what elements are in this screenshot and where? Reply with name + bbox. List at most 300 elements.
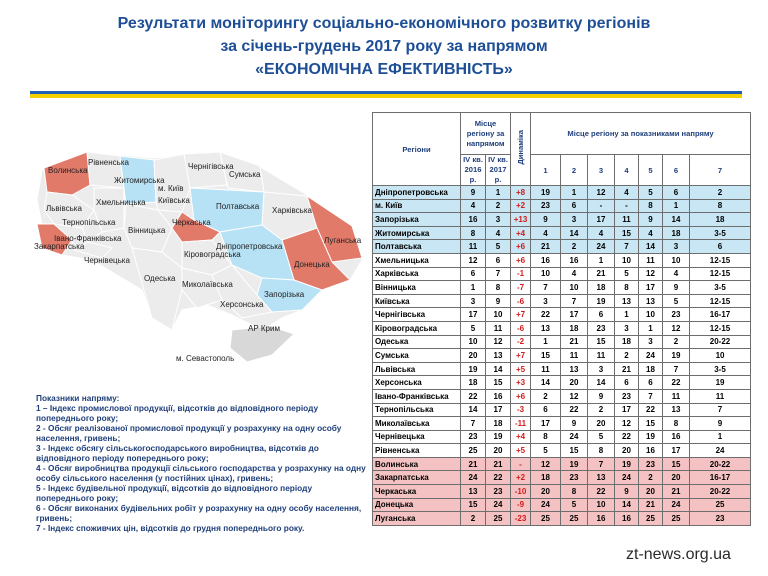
place-2016-cell: 18 [461, 376, 486, 390]
indicator-cell: 11 [561, 349, 588, 363]
dynamics-cell: +7 [511, 308, 531, 322]
place-2016-cell: 14 [461, 403, 486, 417]
legend-item: 1 – Індекс промислової продукції, відсотків до відповідного періоду попереднього року; [36, 403, 319, 423]
indicator-cell: 23 [588, 321, 615, 335]
indicator-cell: 23 [531, 199, 561, 213]
place-2016-cell: 16 [461, 213, 486, 227]
indicator-cell: 14 [588, 376, 615, 390]
indicator-cell: 12-15 [690, 253, 751, 267]
indicator-cell: 6 [561, 199, 588, 213]
indicator-cell: 15 [663, 457, 690, 471]
dynamics-cell: -3 [511, 403, 531, 417]
indicator-cell: 25 [639, 512, 663, 526]
indicator-cell: 19 [690, 376, 751, 390]
indicator-cell: 16 [588, 512, 615, 526]
place-2017-cell: 8 [486, 281, 511, 295]
place-2017-cell: 13 [486, 349, 511, 363]
dynamics-cell: +13 [511, 213, 531, 227]
indicator-cell: 24 [588, 240, 615, 254]
indicator-cell: 13 [639, 294, 663, 308]
indicator-cell: 8 [588, 444, 615, 458]
header-col-7: 7 [690, 155, 751, 186]
region-name-cell: Полтавська [373, 240, 461, 254]
region-name-cell: Луганська [373, 512, 461, 526]
dynamics-cell: +4 [511, 226, 531, 240]
indicator-cell: 24 [639, 349, 663, 363]
header-q4-2017: IV кв. 2017 р. [486, 155, 511, 186]
place-2017-cell: 18 [486, 417, 511, 431]
map-label-arkrym: АР Крим [248, 324, 280, 333]
map-label-kyiv: м. Київ [158, 184, 184, 193]
indicator-cell: 7 [588, 457, 615, 471]
map-label-cherkaska: Черкаська [172, 218, 211, 227]
table-row [373, 512, 751, 526]
map-label-zaporizka: Запорізька [264, 290, 305, 299]
place-2017-cell: 3 [486, 213, 511, 227]
table-row [373, 281, 751, 295]
place-2017-cell: 17 [486, 403, 511, 417]
indicator-cell: 6 [639, 376, 663, 390]
indicator-cell: 15 [531, 349, 561, 363]
indicator-cell: 10 [663, 253, 690, 267]
map-label-khmelnytska: Хмельницька [96, 198, 146, 207]
legend-item: 4 - Обсяг виробництва продукції сільського господарства у розрахунку на одну особу сільського населення (у постійних цінах), гривень; [36, 463, 366, 483]
indicator-cell: 6 [690, 240, 751, 254]
table-row [373, 186, 751, 200]
indicator-cell: 4 [663, 267, 690, 281]
indicator-cell: 16 [615, 512, 639, 526]
dynamics-cell: +8 [511, 186, 531, 200]
indicator-cell: 5 [639, 186, 663, 200]
region-name-cell: Харківська [373, 267, 461, 281]
place-2017-cell: 2 [486, 199, 511, 213]
indicator-cell: 2 [531, 389, 561, 403]
indicator-cell: 15 [588, 335, 615, 349]
table-row [373, 430, 751, 444]
header-col-6: 6 [663, 155, 690, 186]
indicator-cell: 24 [690, 444, 751, 458]
table-row [373, 471, 751, 485]
indicator-cell: 3 [615, 321, 639, 335]
legend-item: 7 - Індекс споживчих цін, відсотків до грудня попереднього року. [36, 523, 305, 533]
indicator-cell: 21 [561, 335, 588, 349]
indicator-cell: 2 [639, 471, 663, 485]
indicator-cell: 18 [663, 226, 690, 240]
header-place-direction: Місце регіону за напрямом [461, 113, 511, 155]
legend-item: 5 - Індекс будівельної продукції, відсотків до відповідного періоду попереднього року; [36, 483, 313, 503]
indicator-cell: 1 [615, 308, 639, 322]
indicator-cell: 9 [531, 213, 561, 227]
indicator-cell: 3-5 [690, 226, 751, 240]
indicator-cell: 7 [531, 281, 561, 295]
map-label-zakarpatska: Закарпатська [34, 242, 85, 251]
indicator-cell: 11 [531, 362, 561, 376]
indicator-cell: 20 [531, 485, 561, 499]
header-place-indicators: Місце регіону за показниками напряму [531, 113, 751, 155]
indicator-cell: 23 [561, 471, 588, 485]
table-row [373, 294, 751, 308]
indicator-cell: 20-22 [690, 457, 751, 471]
place-2017-cell: 4 [486, 226, 511, 240]
indicator-cell: 21 [639, 498, 663, 512]
indicator-cell: 17 [663, 444, 690, 458]
indicator-cell: 13 [561, 362, 588, 376]
indicator-cell: 18 [531, 471, 561, 485]
region-name-cell: Кіровоградська [373, 321, 461, 335]
indicator-cell: 23 [663, 308, 690, 322]
indicator-cell: 19 [615, 457, 639, 471]
indicator-cell: 17 [561, 308, 588, 322]
dynamics-cell: +5 [511, 362, 531, 376]
dynamics-cell: +6 [511, 389, 531, 403]
indicator-cell: 11 [663, 389, 690, 403]
region-name-cell: Одеська [373, 335, 461, 349]
indicator-cell: 5 [561, 498, 588, 512]
indicator-cell: 22 [639, 403, 663, 417]
indicator-cell: 3 [531, 294, 561, 308]
header-col-1: 1 [531, 155, 561, 186]
indicator-cell: 16 [663, 430, 690, 444]
map-label-vinnytska: Вінницька [128, 226, 166, 235]
indicator-cell: 24 [531, 498, 561, 512]
indicator-cell: 18 [561, 321, 588, 335]
map-label-rivnenska: Рівненська [88, 158, 129, 167]
map-label-poltavska: Полтавська [216, 202, 260, 211]
place-2016-cell: 23 [461, 430, 486, 444]
indicator-cell: 21 [615, 362, 639, 376]
map-label-donetska: Донецька [294, 260, 330, 269]
map-label-khersonska: Херсонська [220, 300, 264, 309]
indicator-cell: 14 [561, 226, 588, 240]
place-2017-cell: 10 [486, 308, 511, 322]
indicator-cell: 16-17 [690, 471, 751, 485]
map-label-ivanofrankivska: Івано-Франківська [54, 234, 122, 243]
indicator-cell: 5 [663, 294, 690, 308]
table-row [373, 267, 751, 281]
dynamics-cell: +5 [511, 444, 531, 458]
header-col-2: 2 [561, 155, 588, 186]
indicator-cell: 14 [615, 498, 639, 512]
region-name-cell: Волинська [373, 457, 461, 471]
place-2017-cell: 16 [486, 389, 511, 403]
map-label-chernivetska: Чернівецька [84, 256, 130, 265]
indicator-cell: - [615, 199, 639, 213]
header-dynamics: Динаміка [511, 113, 531, 186]
dynamics-cell: -2 [511, 335, 531, 349]
indicator-cell: 7 [663, 362, 690, 376]
map-label-mykolaivska: Миколаївська [182, 280, 233, 289]
table-row [373, 403, 751, 417]
indicator-cell: 4 [588, 226, 615, 240]
table-row [373, 226, 751, 240]
indicator-cell: 15 [615, 226, 639, 240]
place-2016-cell: 7 [461, 417, 486, 431]
dynamics-cell: -6 [511, 321, 531, 335]
region-name-cell: Чернігівська [373, 308, 461, 322]
title-line-3: «ЕКОНОМІЧНА ЕФЕКТИВНІСТЬ» [255, 61, 513, 78]
indicator-cell: 8 [615, 281, 639, 295]
indicator-cell: 3 [663, 240, 690, 254]
place-2017-cell: 11 [486, 321, 511, 335]
place-2016-cell: 20 [461, 349, 486, 363]
map-label-kyivska: Київська [158, 196, 190, 205]
place-2017-cell: 19 [486, 430, 511, 444]
indicator-cell: 11 [615, 213, 639, 227]
indicator-cell: 12 [639, 267, 663, 281]
region-name-cell: Київська [373, 294, 461, 308]
map-label-kirovohradska: Кіровоградська [184, 250, 241, 259]
indicator-cell: 9 [690, 417, 751, 431]
region-name-cell: Запорізька [373, 213, 461, 227]
indicator-cell: 1 [561, 186, 588, 200]
map-label-chernihivska: Чернігівська [188, 162, 234, 171]
indicator-cell: 4 [615, 186, 639, 200]
place-2016-cell: 1 [461, 281, 486, 295]
dynamics-cell: +3 [511, 376, 531, 390]
indicator-cell: 10 [615, 253, 639, 267]
indicator-cell: 4 [561, 267, 588, 281]
indicator-cell: 18 [615, 335, 639, 349]
place-2017-cell: 14 [486, 362, 511, 376]
map-label-lvivska: Львівська [46, 204, 82, 213]
indicator-cell: 25 [531, 512, 561, 526]
dynamics-cell: -1 [511, 267, 531, 281]
indicator-cell: 6 [588, 308, 615, 322]
indicator-cell: 8 [690, 199, 751, 213]
map-label-odeska: Одеська [144, 274, 176, 283]
indicator-cell: 6 [615, 376, 639, 390]
indicator-cell: 20-22 [690, 485, 751, 499]
indicator-cell: 18 [588, 281, 615, 295]
title-line-2: за січень-грудень 2017 року за напрямом [220, 38, 548, 55]
indicator-cell: 15 [561, 444, 588, 458]
indicator-cell: 11 [639, 253, 663, 267]
place-2017-cell: 24 [486, 498, 511, 512]
indicator-cell: 13 [531, 321, 561, 335]
place-2017-cell: 25 [486, 512, 511, 526]
place-2017-cell: 15 [486, 376, 511, 390]
place-2016-cell: 6 [461, 267, 486, 281]
indicator-cell: 20 [588, 417, 615, 431]
indicator-cell: 23 [690, 512, 751, 526]
header-col-3: 3 [588, 155, 615, 186]
place-2017-cell: 22 [486, 471, 511, 485]
indicator-cell: 7 [690, 403, 751, 417]
region-name-cell: м. Київ [373, 199, 461, 213]
region-name-cell: Івано-Франківська [373, 389, 461, 403]
place-2017-cell: 12 [486, 335, 511, 349]
dynamics-cell: +6 [511, 253, 531, 267]
region-name-cell: Миколаївська [373, 417, 461, 431]
ukraine-map [32, 140, 368, 370]
map-label-sevastopol: м. Севастополь [176, 354, 235, 363]
indicator-cell: 12 [531, 457, 561, 471]
indicator-cell: 14 [663, 213, 690, 227]
dynamics-cell: -6 [511, 294, 531, 308]
indicator-cell: 5 [615, 267, 639, 281]
place-2016-cell: 17 [461, 308, 486, 322]
place-2016-cell: 8 [461, 226, 486, 240]
indicator-cell: 25 [663, 512, 690, 526]
indicator-cell: 18 [639, 362, 663, 376]
indicator-cell: 1 [639, 321, 663, 335]
place-2016-cell: 24 [461, 471, 486, 485]
dynamics-cell: -7 [511, 281, 531, 295]
indicator-cell: 20 [639, 485, 663, 499]
indicator-cell: 2 [663, 335, 690, 349]
indicator-cell: 8 [639, 199, 663, 213]
region-name-cell: Тернопільська [373, 403, 461, 417]
place-2016-cell: 21 [461, 457, 486, 471]
region-name-cell: Львівська [373, 362, 461, 376]
title-line-1: Результати моніторингу соціально-економічного розвитку регіонів [117, 15, 651, 32]
table-row [373, 335, 751, 349]
indicator-cell: 2 [561, 240, 588, 254]
legend-item: 6 - Обсяг виконаних будівельних робіт у розрахунку на одну особу населення, гривень; [36, 503, 362, 523]
region-name-cell: Дніпропетровська [373, 186, 461, 200]
place-2017-cell: 7 [486, 267, 511, 281]
indicator-cell: 7 [615, 240, 639, 254]
place-2016-cell: 2 [461, 512, 486, 526]
indicator-cell: 13 [588, 471, 615, 485]
indicator-cell: 20-22 [690, 335, 751, 349]
indicator-cell: 14 [639, 240, 663, 254]
region-name-cell: Житомирська [373, 226, 461, 240]
indicator-cell: 21 [531, 240, 561, 254]
indicator-cell: 19 [663, 349, 690, 363]
table-row [373, 199, 751, 213]
indicator-cell: 19 [561, 457, 588, 471]
indicator-cell: 9 [663, 281, 690, 295]
indicator-cell: 17 [615, 403, 639, 417]
indicator-cell: 24 [561, 430, 588, 444]
indicator-cell: - [588, 199, 615, 213]
indicator-cell: 11 [690, 389, 751, 403]
indicator-cell: 7 [561, 294, 588, 308]
indicator-cell: 10 [639, 308, 663, 322]
legend-item: 3 - Індекс обсягу сільськогосподарського виробництва, відсотків до відповідного періоду попереднього року; [36, 443, 319, 463]
place-2017-cell: 21 [486, 457, 511, 471]
dynamics-cell: -10 [511, 485, 531, 499]
indicator-cell: 6 [663, 186, 690, 200]
indicator-cell: 12-15 [690, 321, 751, 335]
place-2016-cell: 12 [461, 253, 486, 267]
indicator-cell: 9 [639, 213, 663, 227]
table-row [373, 321, 751, 335]
indicator-cell: 1 [531, 335, 561, 349]
place-2017-cell: 1 [486, 186, 511, 200]
region-name-cell: Черкаська [373, 485, 461, 499]
place-2016-cell: 13 [461, 485, 486, 499]
indicator-cell: 1 [690, 430, 751, 444]
header-q4-2016: IV кв. 2016 р. [461, 155, 486, 186]
indicator-cell: 16 [531, 253, 561, 267]
indicator-cell: 23 [639, 457, 663, 471]
indicator-cell: 12-15 [690, 267, 751, 281]
indicator-cell: 22 [588, 485, 615, 499]
table-row [373, 444, 751, 458]
watermark: zt-news.org.ua [626, 546, 731, 563]
indicator-cell: 8 [561, 485, 588, 499]
place-2016-cell: 5 [461, 321, 486, 335]
indicator-cell: 1 [663, 199, 690, 213]
place-2017-cell: 5 [486, 240, 511, 254]
dynamics-cell: -11 [511, 417, 531, 431]
indicator-cell: 8 [531, 430, 561, 444]
indicator-cell: 10 [588, 498, 615, 512]
page-title [0, 12, 768, 81]
map-label-kharkivska: Харківська [272, 206, 312, 215]
dynamics-cell: +7 [511, 349, 531, 363]
place-2016-cell: 11 [461, 240, 486, 254]
place-2017-cell: 20 [486, 444, 511, 458]
legend-item: 2 - Обсяг реалізованої промислової продукції у розрахунку на одну особу населення, гривень; [36, 423, 342, 443]
indicator-cell: 25 [690, 498, 751, 512]
indicator-cell: 23 [615, 389, 639, 403]
dynamics-cell: +2 [511, 199, 531, 213]
table-row [373, 376, 751, 390]
indicator-cell: 2 [588, 403, 615, 417]
indicator-cell: 10 [561, 281, 588, 295]
region-name-cell: Вінницька [373, 281, 461, 295]
header-col-5: 5 [639, 155, 663, 186]
flag-stripe-yellow [30, 94, 742, 98]
indicator-cell: 10 [690, 349, 751, 363]
indicator-cell: 3-5 [690, 362, 751, 376]
table-row [373, 253, 751, 267]
region-name-cell: Рівненська [373, 444, 461, 458]
legend-heading: Показники напряму: [36, 393, 120, 403]
indicator-cell: 15 [639, 417, 663, 431]
indicator-cell: 20 [615, 444, 639, 458]
indicator-cell: 4 [531, 226, 561, 240]
place-2017-cell: 23 [486, 485, 511, 499]
indicator-cell: 19 [588, 294, 615, 308]
indicator-cell: 9 [561, 417, 588, 431]
table-row [373, 349, 751, 363]
indicator-cell: 3 [639, 335, 663, 349]
header-col-4: 4 [615, 155, 639, 186]
indicator-cell: 20 [561, 376, 588, 390]
indicator-cell: 21 [663, 485, 690, 499]
indicator-cell: 2 [690, 186, 751, 200]
ranking-table [372, 112, 751, 526]
place-2016-cell: 25 [461, 444, 486, 458]
indicator-cell: 3-5 [690, 281, 751, 295]
indicator-cell: 2 [615, 349, 639, 363]
indicator-cell: 11 [588, 349, 615, 363]
place-2016-cell: 10 [461, 335, 486, 349]
indicator-cell: 13 [615, 294, 639, 308]
place-2016-cell: 15 [461, 498, 486, 512]
indicator-cell: 9 [588, 389, 615, 403]
dynamics-cell: +2 [511, 471, 531, 485]
indicator-cell: 24 [663, 498, 690, 512]
indicator-cell: 19 [531, 186, 561, 200]
indicator-cell: 10 [531, 267, 561, 281]
map-label-dnipropetrovska: Дніпропетровська [216, 242, 283, 251]
region-name-cell: Закарпатська [373, 471, 461, 485]
table-row [373, 457, 751, 471]
indicator-cell: 16-17 [690, 308, 751, 322]
indicator-cell: 9 [615, 485, 639, 499]
header-regions: Регіони [373, 113, 461, 186]
place-2016-cell: 22 [461, 389, 486, 403]
indicator-cell: 12 [561, 389, 588, 403]
indicators-legend [36, 393, 366, 533]
table-row [373, 362, 751, 376]
table-row [373, 308, 751, 322]
